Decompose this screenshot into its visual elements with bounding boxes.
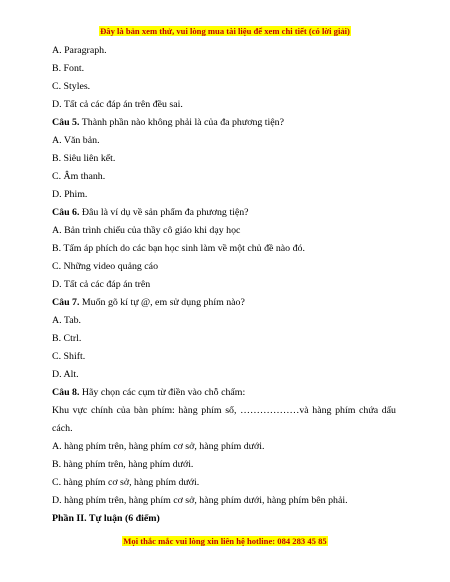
- question-text: Hãy chọn các cụm từ điền vào chỗ chấm:: [79, 387, 246, 398]
- option-d: D. Phim.: [52, 189, 88, 200]
- option-c: C. hàng phím cơ sở, hàng phím dưới.: [52, 477, 200, 488]
- question-label: Câu 8.: [52, 387, 80, 398]
- question-8: [52, 384, 396, 402]
- option-d: D. Tất cả các đáp án trên: [52, 279, 151, 290]
- option-a: A. hàng phím trên, hàng phím cơ sở, hàng phím dưới.: [52, 441, 265, 452]
- option-d: D. Alt.: [52, 369, 79, 380]
- option-c: C. Âm thanh.: [52, 171, 106, 182]
- option-a: A. Văn bản.: [52, 135, 100, 146]
- question-5: [52, 114, 396, 132]
- option-a: A. Tab.: [52, 315, 82, 326]
- question-8-paragraph: Khu vực chính của bàn phím: hàng phím số, ………………và hàng phím chứa dấu cách.: [52, 405, 396, 434]
- section-heading: Phần II. Tự luận (6 điểm): [52, 513, 160, 524]
- preview-notice-text: Đây là bản xem thử, vui lòng mua tài liệu để xem chi tiết (có lời giải): [100, 26, 350, 36]
- option-b: B. hàng phím trên, hàng phím dưới.: [52, 459, 194, 470]
- question-text: Đâu là ví dụ về sản phẩm đa phương tiện?: [79, 207, 249, 218]
- question-label: Câu 7.: [52, 297, 80, 308]
- option-b: B. Font.: [52, 63, 85, 74]
- question-label: Câu 5.: [52, 117, 80, 128]
- option-b: B. Tấm áp phích do các bạn học sinh làm về một chủ đề nào đó.: [52, 243, 305, 254]
- option-c: C. Shift.: [52, 351, 86, 362]
- option-b: B. Siêu liên kết.: [52, 153, 116, 164]
- option-d: D. Tất cả các đáp án trên đều sai.: [52, 99, 183, 110]
- question-6: [52, 204, 396, 222]
- option-a: A. Bản trình chiếu của thầy cô giáo khi dạy học: [52, 225, 241, 236]
- option-a: A. Paragraph.: [52, 45, 107, 56]
- hotline-text: Mọi thắc mắc vui lòng xin liên hệ hotline: 084 283 45 85: [123, 536, 327, 546]
- option-b: B. Ctrl.: [52, 333, 82, 344]
- option-c: C. Những video quảng cáo: [52, 261, 159, 272]
- option-c: C. Styles.: [52, 81, 91, 92]
- document-body: [52, 42, 396, 528]
- question-7: [52, 294, 396, 312]
- question-label: Câu 6.: [52, 207, 80, 218]
- preview-notice-banner: [0, 26, 450, 36]
- question-text: Muốn gõ kí tự @, em sử dụng phím nào?: [79, 297, 245, 308]
- question-text: Thành phần nào không phải là của đa phương tiện?: [79, 117, 284, 128]
- option-d: D. hàng phím trên, hàng phím cơ sở, hàng phím dưới, hàng phím bên phải.: [52, 495, 348, 506]
- hotline-banner: [0, 536, 450, 546]
